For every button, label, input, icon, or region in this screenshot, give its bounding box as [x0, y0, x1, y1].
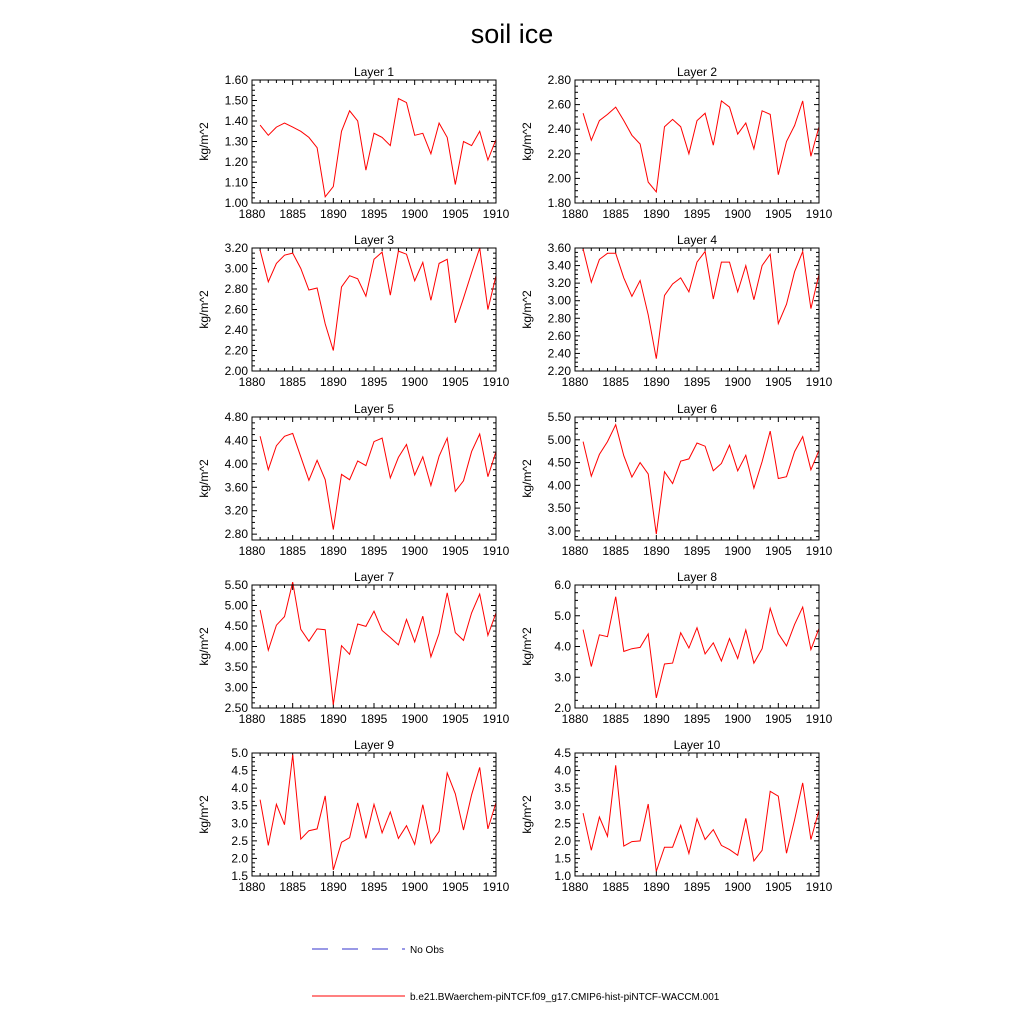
y-axis-label: kg/m^2: [520, 122, 534, 161]
y-tick-label: 4.80: [224, 410, 248, 424]
y-tick-label: 3.20: [547, 276, 571, 291]
panel-title: Layer 9: [353, 738, 395, 752]
y-tick-label: 4.00: [224, 639, 248, 654]
y-tick-label: 2.20: [547, 364, 571, 378]
x-tick-label: 1895: [683, 712, 711, 726]
y-tick-label: 5.00: [547, 432, 571, 447]
y-axis-label: kg/m^2: [520, 290, 534, 329]
y-tick-label: 3.60: [547, 241, 571, 255]
x-tick-label: 1895: [683, 207, 711, 221]
x-tick-label: 1900: [724, 880, 752, 894]
x-tick-label: 1905: [441, 544, 469, 558]
y-tick-label: 2.50: [224, 701, 248, 715]
panel-title: Layer 7: [353, 570, 395, 584]
y-tick-label: 2.40: [547, 346, 571, 361]
y-axis-label: kg/m^2: [197, 122, 211, 161]
y-tick-label: 3.00: [547, 523, 571, 538]
y-tick-label: 5.00: [224, 598, 248, 613]
x-tick-label: 1890: [319, 712, 347, 726]
y-tick-label: 1.10: [224, 175, 248, 190]
y-tick-label: 2.0: [554, 701, 571, 715]
y-tick-label: 5.50: [547, 410, 571, 424]
x-tick-label: 1905: [764, 544, 792, 558]
y-tick-label: 3.50: [547, 501, 571, 516]
x-tick-label: 1900: [724, 712, 752, 726]
x-tick-label: 1900: [724, 375, 752, 389]
x-tick-label: 1890: [319, 544, 347, 558]
x-tick-label: 1885: [602, 375, 630, 389]
y-tick-label: 2.5: [231, 833, 248, 848]
x-tick-label: 1885: [602, 544, 630, 558]
panel-title: Layer 10: [673, 738, 721, 752]
y-tick-label: 2.0: [554, 833, 571, 848]
panel-title: Layer 1: [353, 65, 395, 79]
y-tick-label: 1.5: [554, 851, 571, 866]
y-tick-label: 2.80: [547, 73, 571, 87]
x-tick-label: 1880: [561, 880, 589, 894]
x-tick-label: 1905: [441, 207, 469, 221]
x-tick-label: 1910: [482, 544, 510, 558]
x-tick-label: 1900: [401, 712, 429, 726]
panel-title: Layer 5: [353, 402, 395, 416]
panel-title: Layer 2: [676, 65, 718, 79]
y-tick-label: 4.0: [554, 763, 571, 778]
x-tick-label: 1910: [482, 207, 510, 221]
y-tick-label: 1.0: [554, 869, 571, 883]
x-tick-label: 1895: [360, 880, 388, 894]
x-tick-label: 1890: [319, 880, 347, 894]
x-tick-label: 1905: [764, 375, 792, 389]
x-tick-label: 1910: [482, 880, 510, 894]
y-tick-label: 3.20: [224, 241, 248, 255]
y-tick-label: 2.00: [547, 171, 571, 186]
y-tick-label: 1.50: [224, 93, 248, 108]
x-tick-label: 1890: [642, 712, 670, 726]
y-tick-label: 1.60: [224, 73, 248, 87]
y-axis-label: kg/m^2: [520, 459, 534, 498]
y-tick-label: 5.50: [224, 578, 248, 592]
y-axis-label: kg/m^2: [197, 290, 211, 329]
x-tick-label: 1895: [683, 375, 711, 389]
x-tick-label: 1880: [238, 375, 266, 389]
x-tick-label: 1900: [724, 544, 752, 558]
x-tick-label: 1910: [482, 375, 510, 389]
x-tick-label: 1900: [724, 207, 752, 221]
x-tick-label: 1890: [642, 375, 670, 389]
x-tick-label: 1880: [238, 544, 266, 558]
x-tick-label: 1910: [805, 375, 833, 389]
y-tick-label: 3.5: [554, 781, 571, 796]
x-tick-label: 1880: [238, 207, 266, 221]
x-tick-label: 1890: [319, 375, 347, 389]
legend-model-label: b.e21.BWaerchem-piNTCF.f09_g17.CMIP6-hist-piNTCF-WACCM.001: [410, 992, 720, 1003]
x-tick-label: 1905: [441, 375, 469, 389]
y-tick-label: 4.00: [547, 478, 571, 493]
y-tick-label: 4.0: [231, 781, 248, 796]
y-tick-label: 2.80: [224, 527, 248, 542]
x-tick-label: 1895: [360, 375, 388, 389]
y-tick-label: 2.20: [547, 146, 571, 161]
x-tick-label: 1880: [561, 207, 589, 221]
y-axis-label: kg/m^2: [197, 795, 211, 834]
y-tick-label: 4.0: [554, 639, 571, 654]
x-tick-label: 1905: [764, 880, 792, 894]
x-tick-label: 1895: [360, 712, 388, 726]
panel-title: Layer 4: [676, 233, 718, 247]
y-tick-label: 3.00: [224, 261, 248, 276]
y-tick-label: 4.50: [547, 455, 571, 470]
x-tick-label: 1910: [482, 712, 510, 726]
y-tick-label: 3.00: [547, 293, 571, 308]
x-tick-label: 1880: [561, 544, 589, 558]
x-tick-label: 1890: [642, 207, 670, 221]
y-tick-label: 2.80: [547, 311, 571, 326]
y-tick-label: 3.0: [554, 798, 571, 813]
y-tick-label: 3.40: [547, 258, 571, 273]
y-tick-label: 3.0: [554, 670, 571, 685]
x-tick-label: 1885: [279, 880, 307, 894]
x-tick-label: 1890: [319, 207, 347, 221]
x-tick-label: 1885: [279, 544, 307, 558]
panel-title: Layer 6: [676, 402, 718, 416]
y-tick-label: 1.30: [224, 134, 248, 149]
x-tick-label: 1885: [602, 880, 630, 894]
y-tick-label: 5.0: [554, 608, 571, 623]
x-tick-label: 1880: [238, 880, 266, 894]
y-tick-label: 2.00: [224, 364, 248, 378]
figure-title: soil ice: [470, 19, 554, 49]
y-tick-label: 2.20: [224, 343, 248, 358]
x-tick-label: 1890: [642, 544, 670, 558]
x-tick-label: 1895: [360, 207, 388, 221]
x-tick-label: 1895: [683, 880, 711, 894]
x-tick-label: 1900: [401, 544, 429, 558]
y-tick-label: 2.80: [224, 282, 248, 296]
x-tick-label: 1885: [279, 375, 307, 389]
y-tick-label: 4.40: [224, 433, 248, 448]
x-tick-label: 1890: [642, 880, 670, 894]
y-tick-label: 3.20: [224, 503, 248, 518]
y-tick-label: 2.0: [231, 851, 248, 866]
x-tick-label: 1910: [805, 544, 833, 558]
x-tick-label: 1910: [805, 207, 833, 221]
x-tick-label: 1895: [683, 544, 711, 558]
y-tick-label: 2.60: [547, 97, 571, 112]
legend-obs-label: No Obs: [410, 945, 444, 956]
y-tick-label: 2.5: [554, 816, 571, 831]
y-tick-label: 4.5: [554, 746, 571, 760]
y-tick-label: 4.50: [224, 619, 248, 633]
x-tick-label: 1880: [561, 712, 589, 726]
x-tick-label: 1885: [602, 712, 630, 726]
y-tick-label: 2.40: [224, 323, 248, 337]
x-tick-label: 1880: [561, 375, 589, 389]
x-tick-label: 1885: [279, 207, 307, 221]
x-tick-label: 1885: [602, 207, 630, 221]
y-tick-label: 1.20: [224, 155, 248, 169]
x-tick-label: 1910: [805, 712, 833, 726]
y-tick-label: 2.60: [547, 328, 571, 343]
y-tick-label: 3.0: [231, 816, 248, 831]
x-tick-label: 1900: [401, 880, 429, 894]
x-tick-label: 1905: [441, 712, 469, 726]
x-tick-label: 1885: [279, 712, 307, 726]
y-tick-label: 3.00: [224, 680, 248, 695]
y-tick-label: 4.00: [224, 456, 248, 471]
y-tick-label: 3.5: [231, 798, 248, 813]
x-tick-label: 1905: [764, 712, 792, 726]
y-axis-label: kg/m^2: [197, 627, 211, 666]
panel-title: Layer 8: [676, 570, 718, 584]
y-tick-label: 1.00: [224, 196, 248, 210]
y-tick-label: 6.0: [554, 578, 571, 592]
x-tick-label: 1910: [805, 880, 833, 894]
y-tick-label: 4.5: [231, 763, 248, 778]
panel-title: Layer 3: [353, 233, 395, 247]
y-tick-label: 1.80: [547, 196, 571, 210]
y-axis-label: kg/m^2: [520, 795, 534, 834]
y-tick-label: 2.40: [547, 122, 571, 137]
y-tick-label: 3.50: [224, 660, 248, 674]
x-tick-label: 1900: [401, 207, 429, 221]
x-tick-label: 1905: [764, 207, 792, 221]
y-tick-label: 3.60: [224, 480, 248, 495]
y-axis-label: kg/m^2: [197, 459, 211, 498]
y-tick-label: 5.0: [231, 746, 248, 760]
y-tick-label: 2.60: [224, 302, 248, 317]
x-tick-label: 1900: [401, 375, 429, 389]
y-axis-label: kg/m^2: [520, 627, 534, 666]
x-tick-label: 1905: [441, 880, 469, 894]
x-tick-label: 1880: [238, 712, 266, 726]
y-tick-label: 1.40: [224, 114, 248, 128]
x-tick-label: 1895: [360, 544, 388, 558]
y-tick-label: 1.5: [231, 869, 248, 883]
